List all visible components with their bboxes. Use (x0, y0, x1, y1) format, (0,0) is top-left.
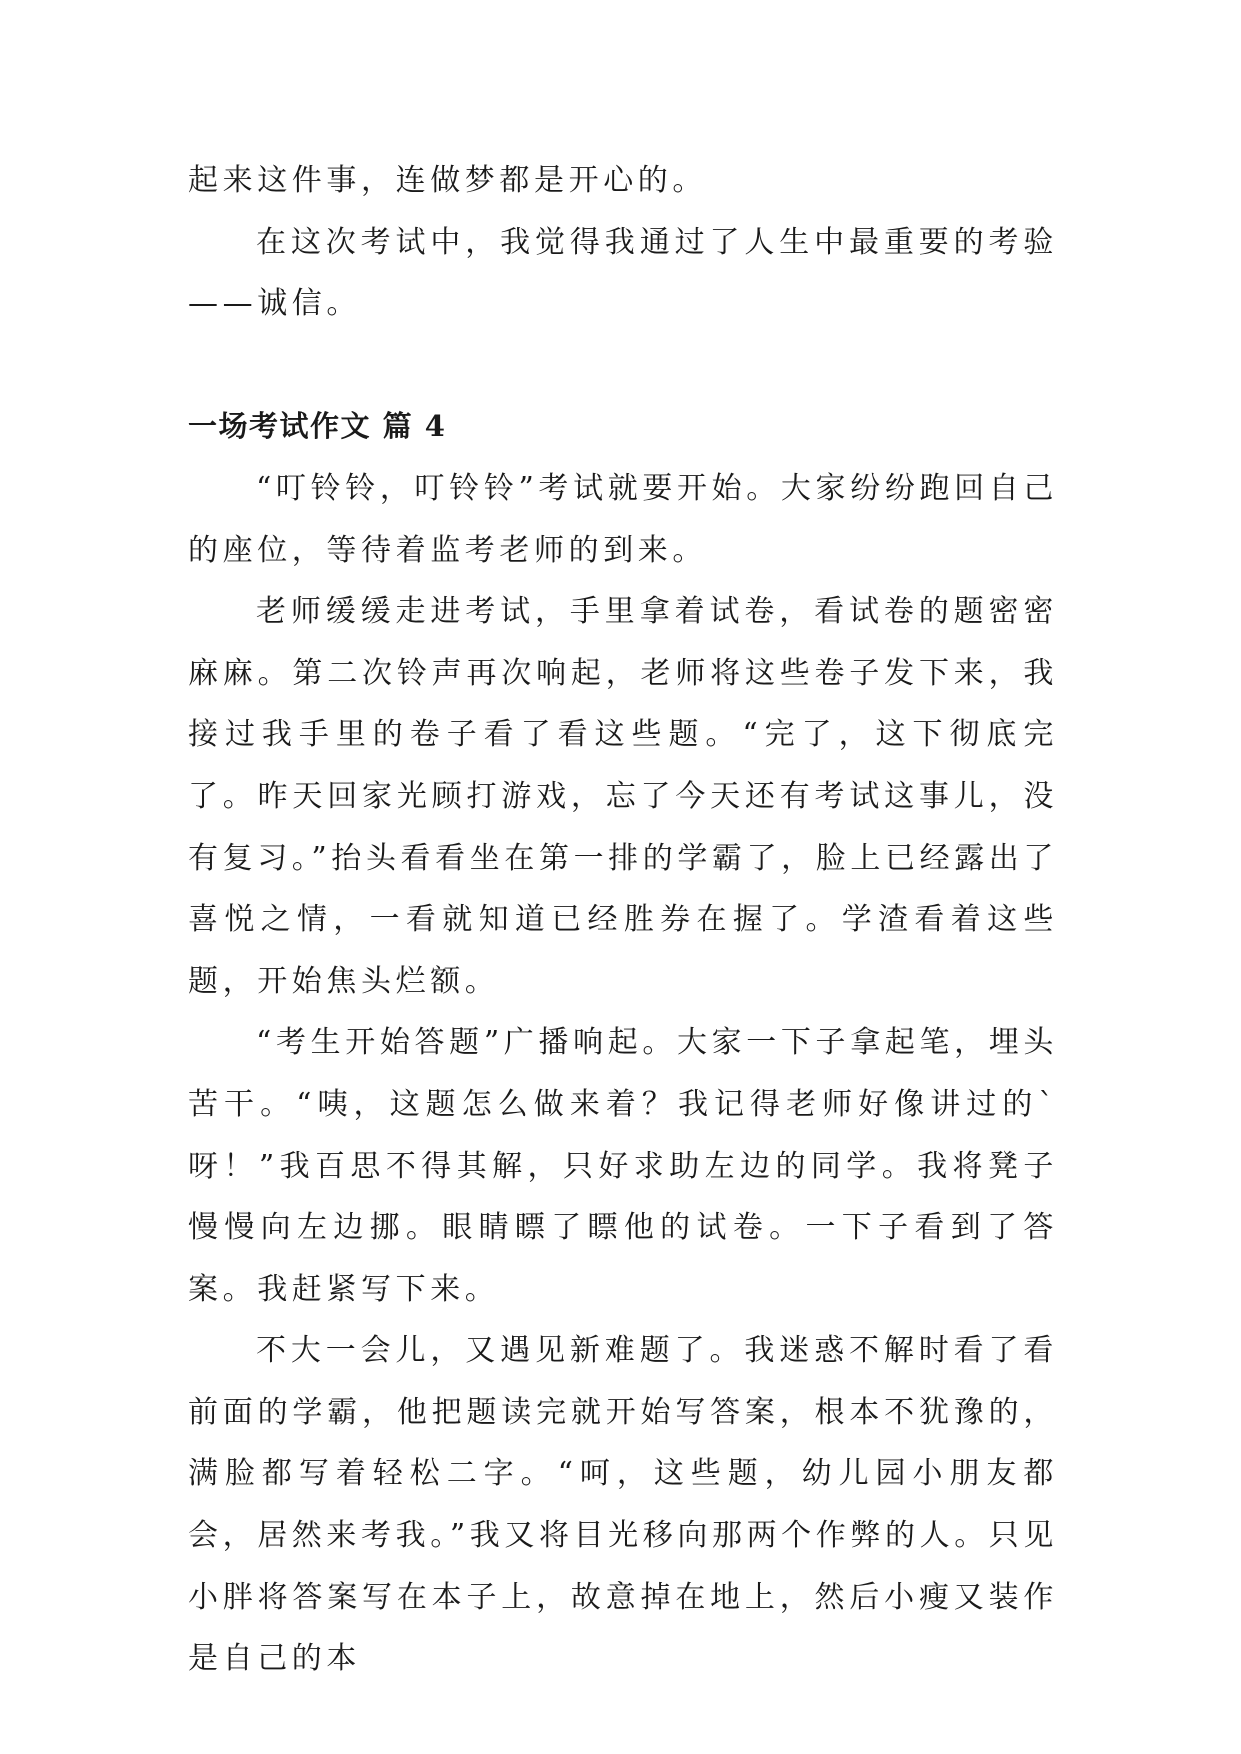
paragraph-new-problem: 不大一会儿，又遇见新难题了。我迷惑不解时看了看前面的学霸，他把题读完就开始写答案，根本不犹豫的，满脸都写着轻松二字。“呵，这些题，幼儿园小朋友都会，居然来考我。”我又将目光移向那两个作弊的人。只见小胖将答案写在本子上，故意掉在地上，然后小瘦又装作是自己的本 (188, 1333, 1058, 1677)
paragraph-integrity-conclusion: 在这次考试中，我觉得我通过了人生中最重要的考验——诚信。 (188, 224, 1058, 322)
section-heading: 一场考试作文 篇 4 (188, 409, 447, 444)
text-column (188, 150, 1058, 1690)
paragraph-bell-ringing: “叮铃铃，叮铃铃”考试就要开始。大家纷纷跑回自己的座位，等待着监考老师的到来。 (188, 470, 1058, 568)
paragraph-teacher-arrives: 老师缓缓走进考试，手里拿着试卷，看试卷的题密密麻麻。第二次铃声再次响起，老师将这些卷子发下来，我接过我手里的卷子看了看这些题。“完了，这下彻底完了。昨天回家光顾打游戏，忘了今天还有考试这事儿，没有复习。”抬头看看坐在第一排的学霸了，脸上已经露出了喜悦之情，一看就知道已经胜券在握了。学渣看着这些题，开始焦头烂额。 (188, 594, 1058, 999)
paragraph-start-answering: “考生开始答题”广播响起。大家一下子拿起笔，埋头苦干。“咦，这题怎么做来着？我记得老师好像讲过的`呀！”我百思不得其解，只好求助左边的同学。我将凳子慢慢向左边挪。眼睛瞟了瞟他的试卷。一下子看到了答案。我赶紧写下来。 (188, 1025, 1058, 1307)
section-gap (188, 335, 1058, 397)
paragraph-continuation: 起来这件事，连做梦都是开心的。 (188, 163, 707, 198)
